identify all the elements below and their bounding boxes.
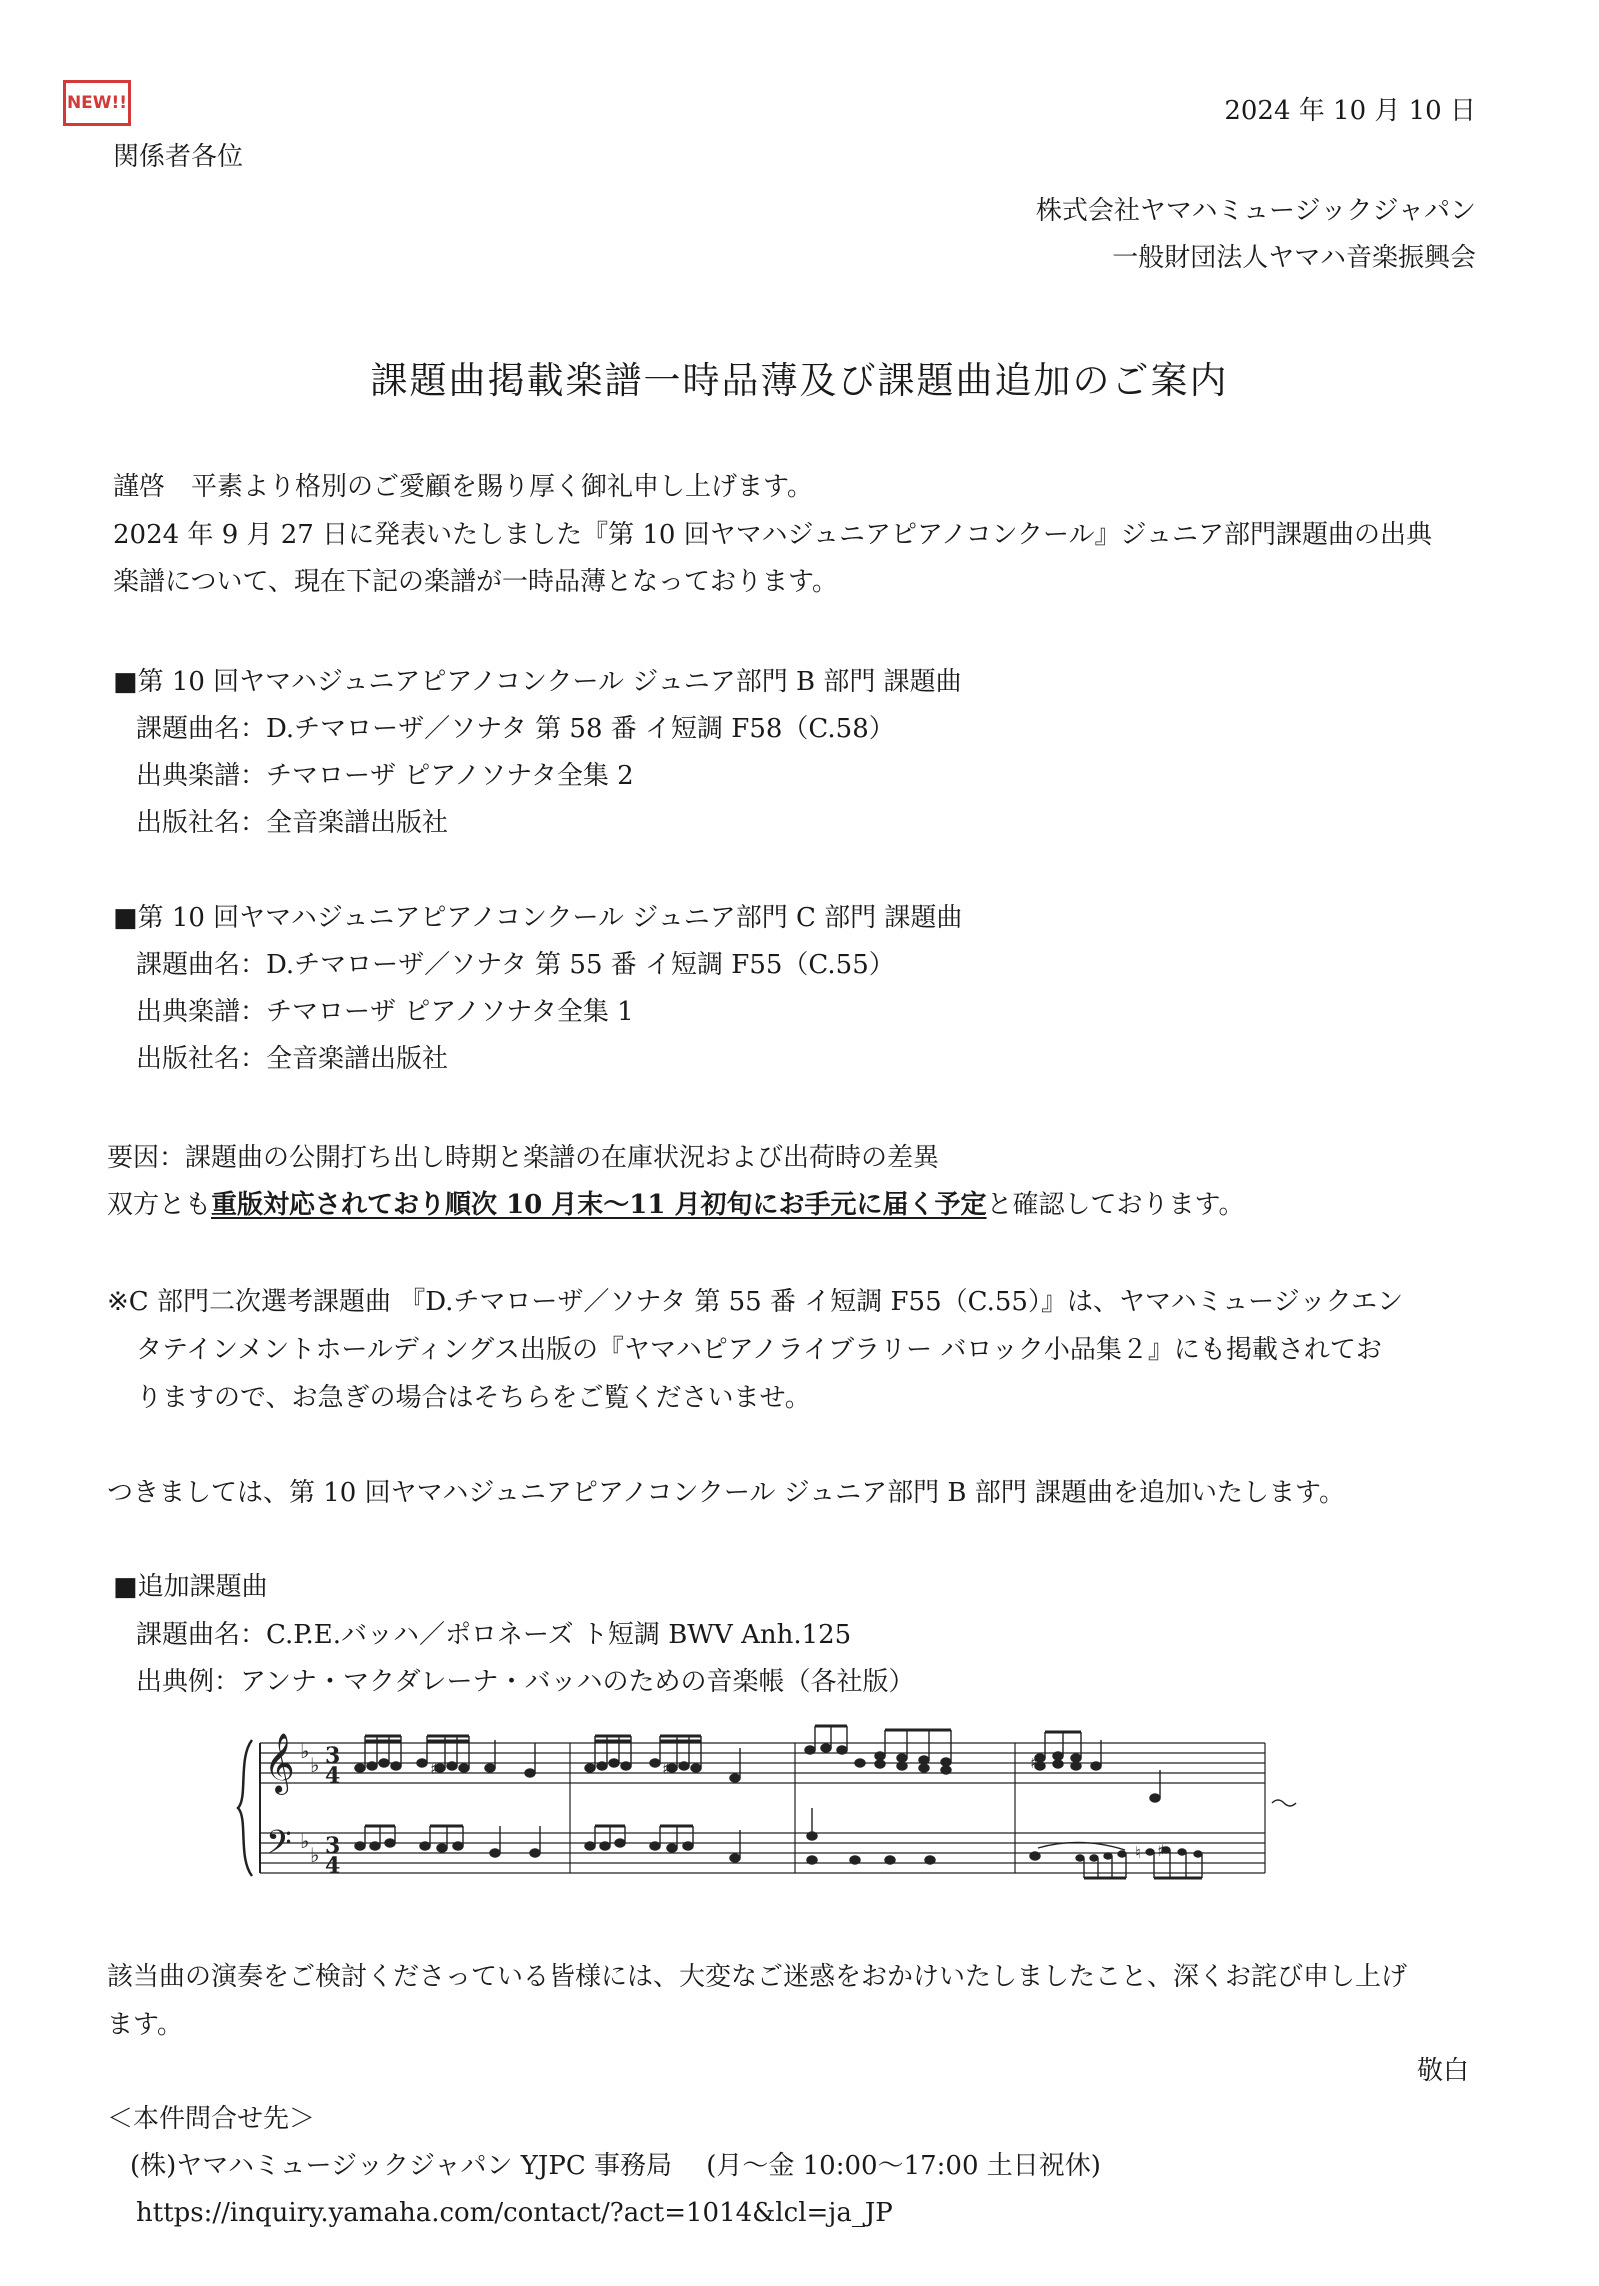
note-line-3: りますので、お急ぎの場合はそちらをご覧くださいませ。 — [136, 1383, 811, 1413]
time-sig-bass-bottom: 4 — [325, 1853, 341, 1879]
section-c-heading: ■第 10 回ヤマハジュニアピアノコンクール ジュニア部門 C 部門 課題曲 — [113, 903, 963, 933]
sender-foundation: 一般財団法人ヤマハ音楽振興会 — [1112, 243, 1476, 273]
note-line-2: タテインメントホールディングス出版の『ヤマハピアノライブラリー バロック小品集２』にも掲載されてお — [136, 1335, 1382, 1365]
page-title: 課題曲掲載楽譜一時品薄及び課題曲追加のご案内 — [370, 359, 1229, 402]
apology-line-2: ます。 — [107, 2010, 183, 2040]
svg-text:♭: ♭ — [310, 1753, 320, 1777]
section-c-publisher: 出版社名：全音楽譜出版社 — [136, 1044, 449, 1074]
cause-line-2 — [107, 1190, 1244, 1221]
svg-text:𝄢: 𝄢 — [266, 1824, 292, 1870]
cause-emphasis: 重版対応されており順次 10 月末～11 月初旬にお手元に届く予定 — [211, 1190, 987, 1220]
apology-line-1: 該当曲の演奏をご検討くださっている皆様には、大変なご迷惑をおかけいたしましたこと、深くお詫び申し上げ — [107, 1962, 1408, 1992]
section-c-piece: 課題曲名：D.チマローザ／ソナタ 第 55 番 イ短調 F55（C.55） — [136, 950, 895, 980]
intro-line-1: 謹啓 平素より格別のご愛顧を賜り厚く御礼申し上げます。 — [113, 472, 813, 502]
note-line-1: ※C 部門二次選考課題曲 『D.チマローザ／ソナタ 第 55 番 イ短調 F55（C.55）』は、ヤマハミュージックエン — [107, 1287, 1404, 1317]
addition-heading: ■追加課題曲 — [113, 1572, 268, 1602]
contact-heading: ＜本件問合せ先＞ — [107, 2104, 316, 2134]
addition-piece: 課題曲名：C.P.E.バッハ／ポロネーズ ト短調 BWV Anh.125 — [136, 1620, 852, 1650]
contact-url[interactable]: https://inquiry.yamaha.com/contact/?act=1014&lcl=ja_JP — [136, 2198, 893, 2228]
section-b-piece: 課題曲名：D.チマローザ／ソナタ 第 58 番 イ短調 F58（C.58） — [136, 714, 895, 744]
svg-text:♯: ♯ — [1157, 1841, 1165, 1860]
addressee: 関係者各位 — [113, 142, 244, 172]
svg-text:♭: ♭ — [300, 1829, 310, 1853]
svg-text:𝄞: 𝄞 — [264, 1733, 295, 1793]
cause-line-2-pre: 双方とも — [107, 1190, 212, 1220]
time-sig-bass-top: 3 — [325, 1833, 341, 1859]
contact-office: (株)ヤマハミュージックジャパン YJPC 事務局 (月～金 10:00～17:00 土日祝休) — [130, 2151, 1101, 2181]
music-score-excerpt — [230, 1718, 1300, 1898]
svg-text:♭: ♭ — [310, 1843, 320, 1867]
section-b-heading: ■第 10 回ヤマハジュニアピアノコンクール ジュニア部門 B 部門 課題曲 — [113, 667, 962, 697]
date: 2024 年 10 月 10 日 — [1224, 96, 1476, 126]
addition-source: 出典例：アンナ・マクダレーナ・バッハのための音楽帳（各社版） — [136, 1667, 915, 1697]
addition-intro: つきましては、第 10 回ヤマハジュニアピアノコンクール ジュニア部門 B 部門 課題曲を追加いたします。 — [107, 1478, 1345, 1508]
time-sig-treble-top: 3 — [325, 1743, 341, 1769]
time-sig-treble-bottom: 4 — [325, 1763, 341, 1789]
svg-text:♮: ♮ — [1135, 1843, 1141, 1862]
new-badge: NEW!! — [63, 80, 131, 126]
svg-text:♭: ♭ — [300, 1739, 310, 1763]
intro-line-2: 2024 年 9 月 27 日に発表いたしました『第 10 回ヤマハジュニアピアノコンクール』ジュニア部門課題曲の出典 — [113, 520, 1433, 550]
cause-line-2-post: と確認しております。 — [986, 1190, 1245, 1220]
intro-line-3: 楽譜について、現在下記の楽譜が一時品薄となっております。 — [113, 567, 838, 597]
section-b-source: 出典楽譜：チマローザ ピアノソナタ全集 2 — [136, 761, 634, 791]
cause-line-1: 要因：課題曲の公開打ち出し時期と楽譜の在庫状況および出荷時の差異 — [107, 1143, 940, 1173]
closing: 敬白 — [1416, 2056, 1469, 2086]
svg-text:♯: ♯ — [430, 1759, 438, 1778]
section-c-source: 出典楽譜：チマローザ ピアノソナタ全集 1 — [136, 997, 634, 1027]
svg-text:♯: ♯ — [1030, 1753, 1038, 1772]
section-b-publisher: 出版社名：全音楽譜出版社 — [136, 808, 449, 838]
sender-company: 株式会社ヤマハミュージックジャパン — [1035, 196, 1476, 226]
svg-text:♯: ♯ — [662, 1759, 670, 1778]
